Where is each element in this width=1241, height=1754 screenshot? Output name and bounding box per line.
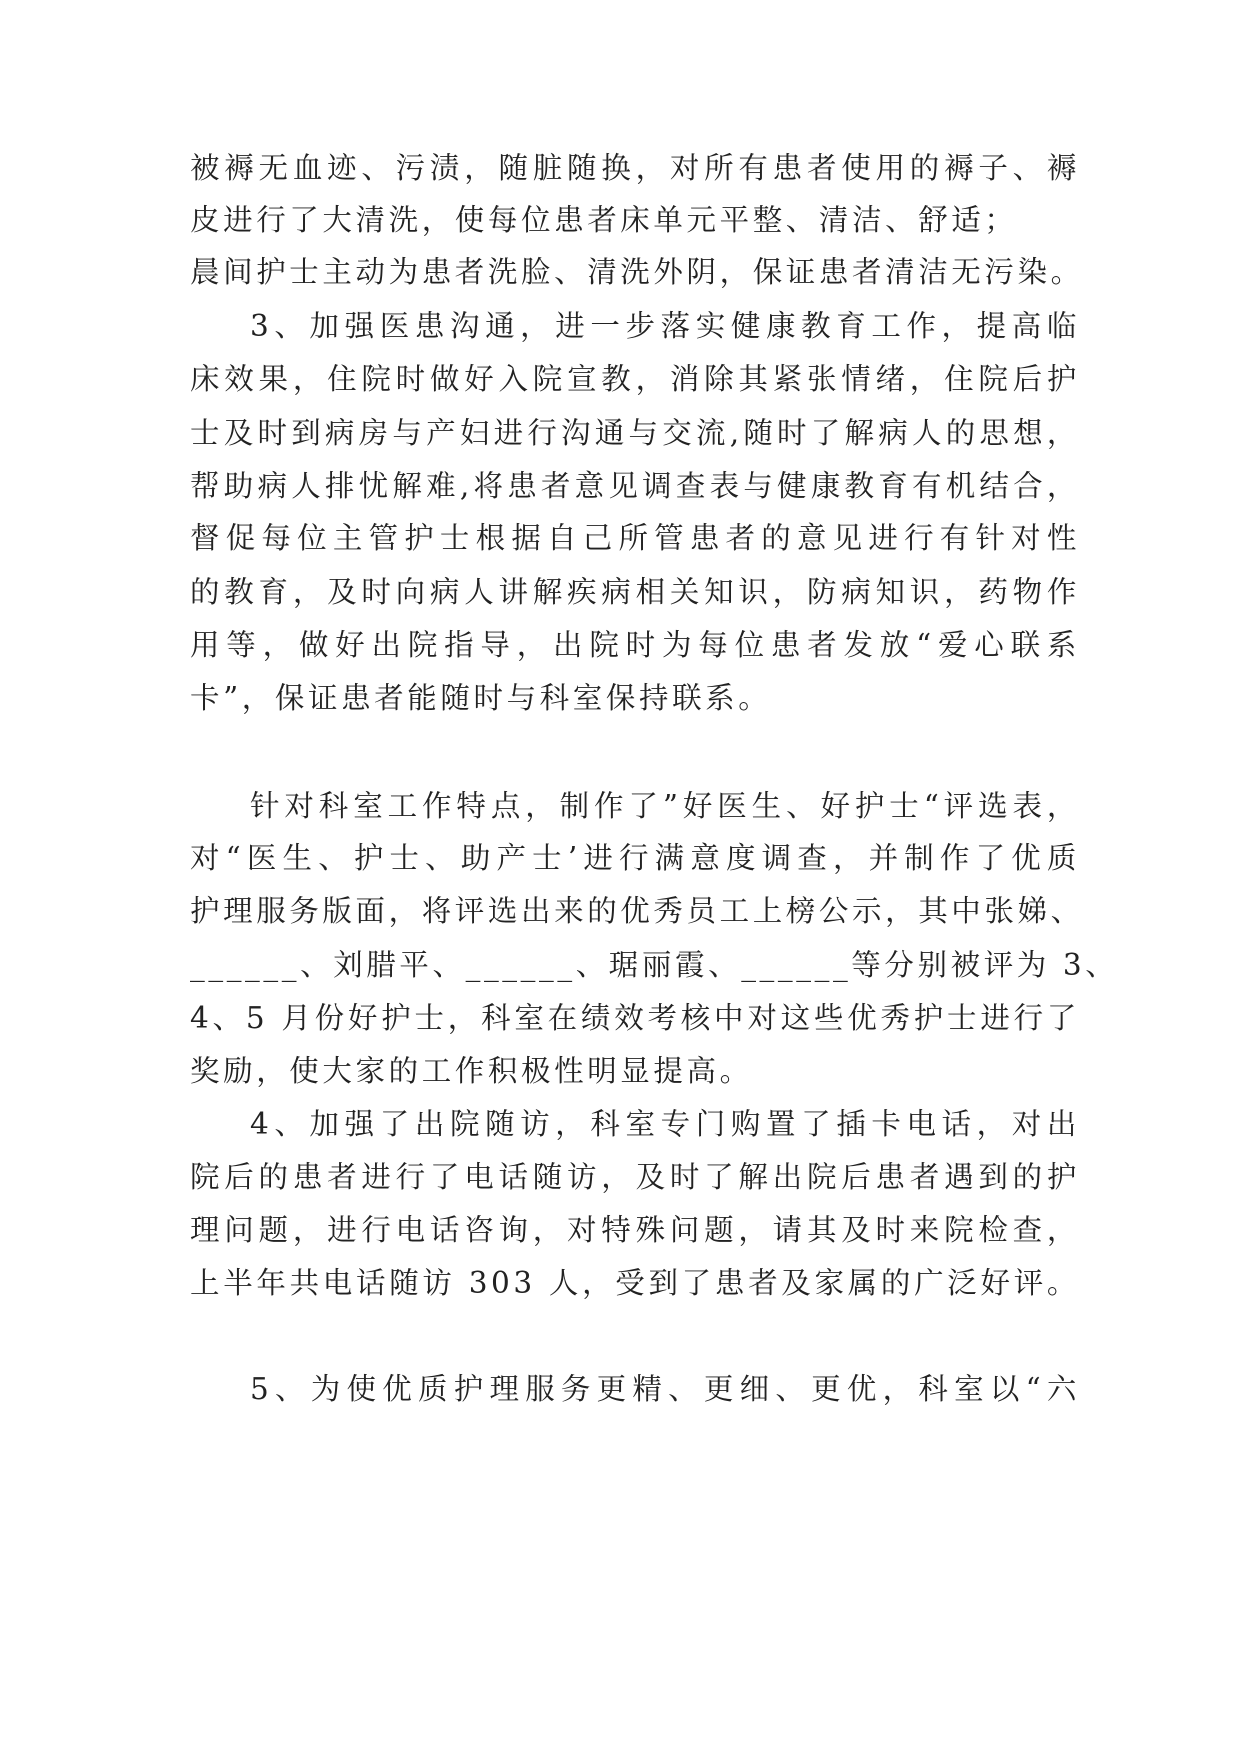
text-line: 晨间护士主动为患者洗脸、清洗外阴，保证患者清洁无污染。: [190, 255, 1084, 289]
paragraph-first-line: 3、加强医患沟通，进一步落实健康教育工作，提高临: [250, 309, 1080, 343]
text-line: 士及时到病房与产妇进行沟通与交流,随时了解病人的思想，: [190, 416, 1080, 450]
text-line: 床效果，住院时做好入院宣教，消除其紧张情绪，住院后护: [190, 362, 1080, 396]
paragraph-first-line: 5、为使优质护理服务更精、更细、更优，科室以“六: [250, 1372, 1080, 1406]
paragraph-first-line: 针对科室工作特点，制作了”好医生、好护士“评选表，: [250, 789, 1080, 823]
text-line: 奖励，使大家的工作积极性明显提高。: [190, 1054, 753, 1088]
paragraph-first-line: 4、加强了出院随访，科室专门购置了插卡电话，对出: [250, 1107, 1080, 1141]
text-line: 上半年共电话随访 303 人，受到了患者及家属的广泛好评。: [190, 1266, 1080, 1300]
text-line: 督促每位主管护士根据自己所管患者的意见进行有针对性: [190, 521, 1080, 555]
text-line: 卡”，保证患者能随时与科室保持联系。: [190, 681, 772, 715]
text-line: 理问题，进行电话咨询，对特殊问题，请其及时来院检查，: [190, 1213, 1080, 1247]
text-line: 对“医生、护士、助产士’进行满意度调查，并制作了优质: [190, 841, 1080, 875]
text-line: 院后的患者进行了电话随访，及时了解出院后患者遇到的护: [190, 1160, 1080, 1194]
text-line: 的教育，及时向病人讲解疾病相关知识，防病知识，药物作: [190, 575, 1080, 609]
text-line: 帮助病人排忧解难,将患者意见调查表与健康教育有机结合，: [190, 469, 1080, 503]
text-line: 4、5 月份好护士，科室在绩效考核中对这些优秀护士进行了: [190, 1001, 1080, 1035]
text-line: 用等，做好出院指导，出院时为每位患者发放“爱心联系: [190, 628, 1080, 662]
text-line: ______、刘腊平、______、琚丽霞、______等分别被评为 3、: [190, 948, 1119, 982]
text-line: 皮进行了大清洗，使每位患者床单元平整、清洁、舒适；: [190, 203, 1018, 237]
text-line: 被褥无血迹、污渍，随脏随换，对所有患者使用的褥子、褥: [190, 151, 1080, 185]
text-line: 护理服务版面，将评选出来的优秀员工上榜公示，其中张娣、: [190, 894, 1084, 928]
